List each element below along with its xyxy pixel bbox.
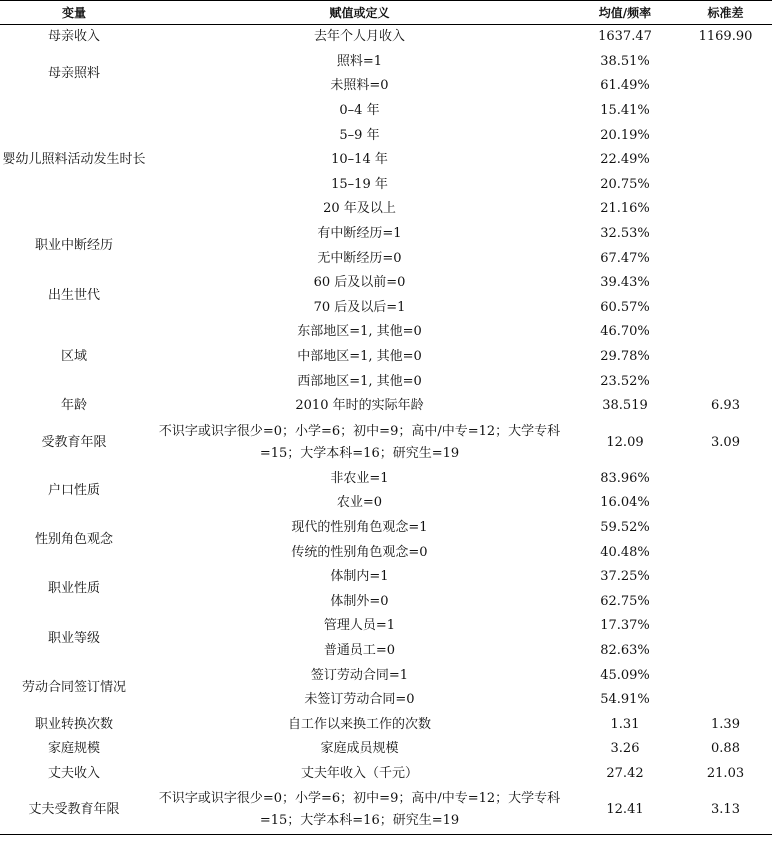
sd-cell <box>679 246 772 271</box>
definition-cell: 70 后及以后=1 <box>313 299 406 315</box>
definition-cell: 20 年及以上 <box>323 201 396 217</box>
table-row <box>0 565 772 590</box>
table-row <box>0 762 772 787</box>
definition-cell: 现代的性别角色观念=1 <box>291 519 428 535</box>
definition-cell: 5–9 年 <box>339 127 380 143</box>
definition-cell: 普通员工=0 <box>323 642 396 658</box>
definition-cell: 自工作以来换工作的次数 <box>287 716 431 732</box>
definition-cell: 管理人员=1 <box>323 618 396 634</box>
definition-cell: 非农业=1 <box>330 470 389 486</box>
sd-cell: 3.13 <box>679 786 772 835</box>
sd-cell: 1.39 <box>711 716 740 732</box>
definition-cell: 照料=1 <box>336 53 383 69</box>
sd-cell <box>679 639 772 664</box>
variable-cell: 年龄 <box>60 398 87 414</box>
definition-cell: 0–4 年 <box>339 103 380 119</box>
mean-cell: 15.41% <box>600 103 650 119</box>
variable-cell: 职业中断经历 <box>34 238 113 254</box>
table-row <box>0 516 772 541</box>
definition-cell: 不识字或识字很少=0；小学=6；初中=9；高中/中专=12；大学专科=15；大学本科=16；研究生=19 <box>158 423 561 461</box>
definition-cell: 10–14 年 <box>331 152 388 168</box>
table-row <box>0 419 772 467</box>
definition-cell: 中部地区=1, 其他=0 <box>297 349 422 365</box>
header-row <box>0 1 772 25</box>
mean-cell: 45.09% <box>600 667 650 683</box>
sd-cell <box>679 688 772 713</box>
header-sd: 标准差 <box>679 1 772 25</box>
table-row <box>0 614 772 639</box>
sd-cell <box>679 99 772 124</box>
definition-cell: 西部地区=1, 其他=0 <box>297 373 422 389</box>
variable-cell: 劳动合同签订情况 <box>21 679 126 695</box>
definition-cell: 无中断经历=0 <box>317 250 402 266</box>
mean-cell: 1637.47 <box>598 29 652 45</box>
mean-cell: 37.25% <box>600 569 650 585</box>
sd-cell: 3.09 <box>711 434 740 450</box>
mean-cell: 46.70% <box>600 324 650 340</box>
sd-cell: 21.03 <box>706 765 745 781</box>
table-row <box>0 222 772 247</box>
sd-cell <box>679 50 772 75</box>
definition-cell: 家庭成员规模 <box>320 741 399 757</box>
mean-cell: 62.75% <box>600 593 650 609</box>
table-row <box>0 50 772 75</box>
sd-cell <box>679 516 772 541</box>
mean-cell: 40.48% <box>600 544 650 560</box>
definition-cell: 签订劳动合同=1 <box>310 667 409 683</box>
definition-cell: 体制外=0 <box>330 593 389 609</box>
table-row <box>0 663 772 688</box>
mean-cell: 20.19% <box>600 127 650 143</box>
definition-cell: 体制内=1 <box>330 569 389 585</box>
table-row <box>0 99 772 124</box>
mean-cell: 54.91% <box>600 692 650 708</box>
variable-cell: 户口性质 <box>47 483 100 499</box>
sd-cell <box>679 491 772 516</box>
definition-cell: 东部地区=1, 其他=0 <box>297 324 422 340</box>
mean-cell: 23.52% <box>600 373 650 389</box>
definition-cell: 未照料=0 <box>330 78 389 94</box>
sd-cell <box>679 222 772 247</box>
sd-cell <box>679 565 772 590</box>
variable-cell: 出生世代 <box>47 287 100 303</box>
mean-cell: 1.31 <box>610 716 640 732</box>
sd-cell <box>679 173 772 198</box>
sd-cell <box>679 345 772 370</box>
mean-cell: 61.49% <box>600 78 650 94</box>
mean-cell: 16.04% <box>600 495 650 511</box>
definition-cell: 丈夫年收入（千元） <box>300 765 418 781</box>
sd-cell <box>679 197 772 222</box>
mean-cell: 27.42 <box>606 765 644 781</box>
definition-cell: 农业=0 <box>336 495 383 511</box>
mean-cell: 39.43% <box>600 275 650 291</box>
definition-cell: 不识字或识字很少=0；小学=6；初中=9；高中/中专=12；大学专科=15；大学本科=16；研究生=19 <box>148 786 571 835</box>
sd-cell <box>679 320 772 345</box>
variable-cell: 受教育年限 <box>41 434 107 450</box>
mean-cell: 38.51% <box>600 53 650 69</box>
sd-cell <box>679 589 772 614</box>
definition-cell: 传统的性别角色观念=0 <box>291 544 428 560</box>
mean-cell: 22.49% <box>600 152 650 168</box>
mean-cell: 17.37% <box>600 618 650 634</box>
sd-cell <box>679 74 772 99</box>
variable-cell: 职业性质 <box>47 581 100 597</box>
variable-cell: 性别角色观念 <box>34 532 113 548</box>
table-row <box>0 25 772 50</box>
variable-cell: 职业等级 <box>47 630 100 646</box>
mean-cell: 67.47% <box>600 250 650 266</box>
variable-cell: 母亲收入 <box>47 29 100 45</box>
sd-cell: 6.93 <box>711 398 740 414</box>
sd-cell <box>679 123 772 148</box>
mean-cell: 20.75% <box>600 176 650 192</box>
header-variable: 变量 <box>0 1 148 25</box>
sd-cell <box>679 271 772 296</box>
mean-cell: 32.53% <box>600 226 650 242</box>
mean-cell: 82.63% <box>600 642 650 658</box>
header-mean: 均值/频率 <box>571 1 679 25</box>
mean-cell: 60.57% <box>600 299 650 315</box>
variable-cell: 职业转换次数 <box>34 716 113 732</box>
sd-cell <box>679 663 772 688</box>
mean-cell: 12.41 <box>571 786 679 835</box>
header-definition: 赋值或定义 <box>148 1 571 25</box>
definition-cell: 15–19 年 <box>331 176 388 192</box>
variable-cell: 区域 <box>60 349 87 365</box>
table-row <box>0 467 772 492</box>
definition-cell: 去年个人月收入 <box>313 29 405 45</box>
variable-cell: 丈夫收入 <box>47 765 100 781</box>
sd-cell <box>679 614 772 639</box>
sd-cell <box>679 148 772 173</box>
definition-cell: 2010 年时的实际年龄 <box>295 398 424 414</box>
table-row <box>0 394 772 419</box>
table-row <box>0 320 772 345</box>
mean-cell: 29.78% <box>600 349 650 365</box>
mean-cell: 38.519 <box>602 398 648 414</box>
table-row <box>0 737 772 762</box>
sd-cell <box>679 540 772 565</box>
variable-cell: 家庭规模 <box>47 741 100 757</box>
variable-cell: 婴幼儿照料活动发生时长 <box>2 152 146 168</box>
sd-cell: 1169.90 <box>698 29 753 45</box>
definition-cell: 有中断经历=1 <box>317 226 402 242</box>
definition-cell: 未签订劳动合同=0 <box>304 692 415 708</box>
mean-cell: 59.52% <box>600 519 650 535</box>
sd-cell: 0.88 <box>711 741 740 757</box>
mean-cell: 21.16% <box>600 201 650 217</box>
table-row <box>0 271 772 296</box>
sd-cell <box>679 296 772 321</box>
table-row <box>0 712 772 737</box>
variable-cell: 丈夫受教育年限 <box>0 786 148 835</box>
mean-cell: 83.96% <box>600 470 650 486</box>
sd-cell <box>679 467 772 492</box>
sd-cell <box>679 369 772 394</box>
mean-cell: 12.09 <box>606 434 644 450</box>
variable-cell: 母亲照料 <box>47 66 100 82</box>
definition-cell: 60 后及以前=0 <box>313 275 406 291</box>
table-row <box>0 786 772 835</box>
mean-cell: 3.26 <box>610 741 640 757</box>
